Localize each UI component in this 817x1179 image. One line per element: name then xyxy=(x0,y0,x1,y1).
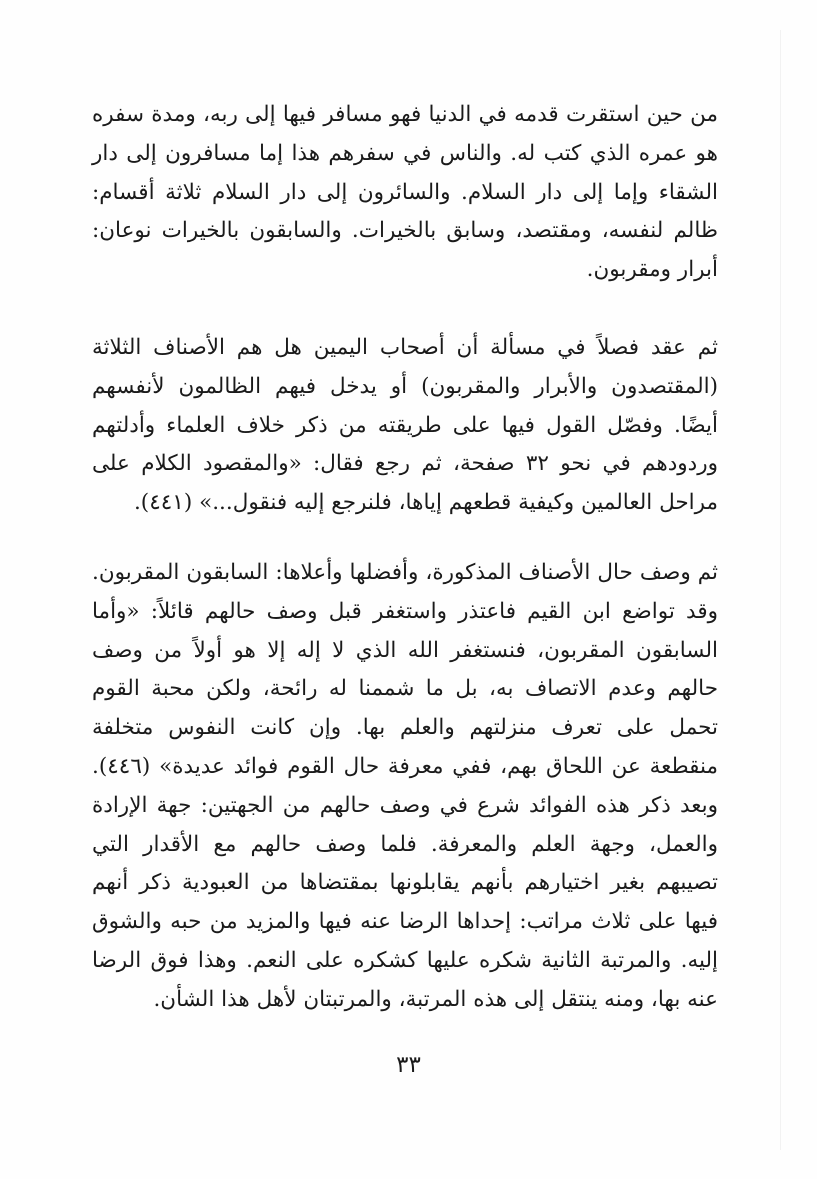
body-paragraph-2 xyxy=(92,329,718,523)
page-edge-shadow xyxy=(780,30,781,1150)
paragraph-text: ثم عقد فصلاً في مسألة أن أصحاب اليمين هل هم الأصناف الثلاثة (المقتصدون والأبرار والمقربون) أو يدخل فيهم الظالمون لأنفسهم أيضًا. وفصّل القول فيها على طريقته من ذكر خلاف العلماء وأدلتهم وردودهم في نحو ٣٢ صفحة، ثم رجع فقال: «والمقصود الكلام على مراحل العالمين وكيفية قطعهم إياها، فلنرجع إليه فنقول...» (٤٤١). xyxy=(92,335,718,516)
body-paragraph-1 xyxy=(92,96,718,290)
paragraph-text: ثم وصف حال الأصناف المذكورة، وأفضلها وأعلاها: السابقون المقربون. وقد تواضع ابن القيم فاعتذر واستغفر قبل وصف حالهم قائلاً: «وأما السابقون المقربون، فنستغفر الله الذي لا إله إلا هو أولاً من وصف حالهم وعدم الاتصاف به، بل ما شممنا له رائحة، ولكن محبة القوم تحمل على تعرف منزلتهم والعلم بها. وإن كانت النفوس متخلفة منقطعة عن اللحاق بهم، ففي معرفة حال القوم فوائد عديدة» (٤٤٦). وبعد ذكر هذه الفوائد شرع في وصف حالهم من الجهتين: جهة الإرادة والعمل، وجهة العلم والمعرفة. فلما وصف حالهم مع الأقدار التي تصيبهم بغير اختيارهم بأنهم يقابلونها بمقتضاها من العبودية ذكر أنهم فيها على ثلاث مراتب: إحداها الرضا عنه فيها والمزيد من حبه والشوق إليه. والمرتبة الثانية شكره عليها كشكره على النعم. وهذا فوق الرضا عنه بها، ومنه ينتقل إلى هذه المرتبة، والمرتبتان لأهل هذا الشأن. xyxy=(92,560,718,1012)
paragraph-text: من حين استقرت قدمه في الدنيا فهو مسافر فيها إلى ربه، ومدة سفره هو عمره الذي كتب له. والناس في سفرهم هذا إما مسافرون إلى دار الشقاء وإما إلى دار السلام. والسائرون إلى دار السلام ثلاثة أقسام: ظالم لنفسه، ومقتصد، وسابق بالخيرات. والسابقون بالخيرات نوعان: أبرار ومقربون. xyxy=(92,102,718,283)
page-number: ٣٣ xyxy=(396,1052,421,1078)
body-paragraph-3 xyxy=(92,554,718,1020)
